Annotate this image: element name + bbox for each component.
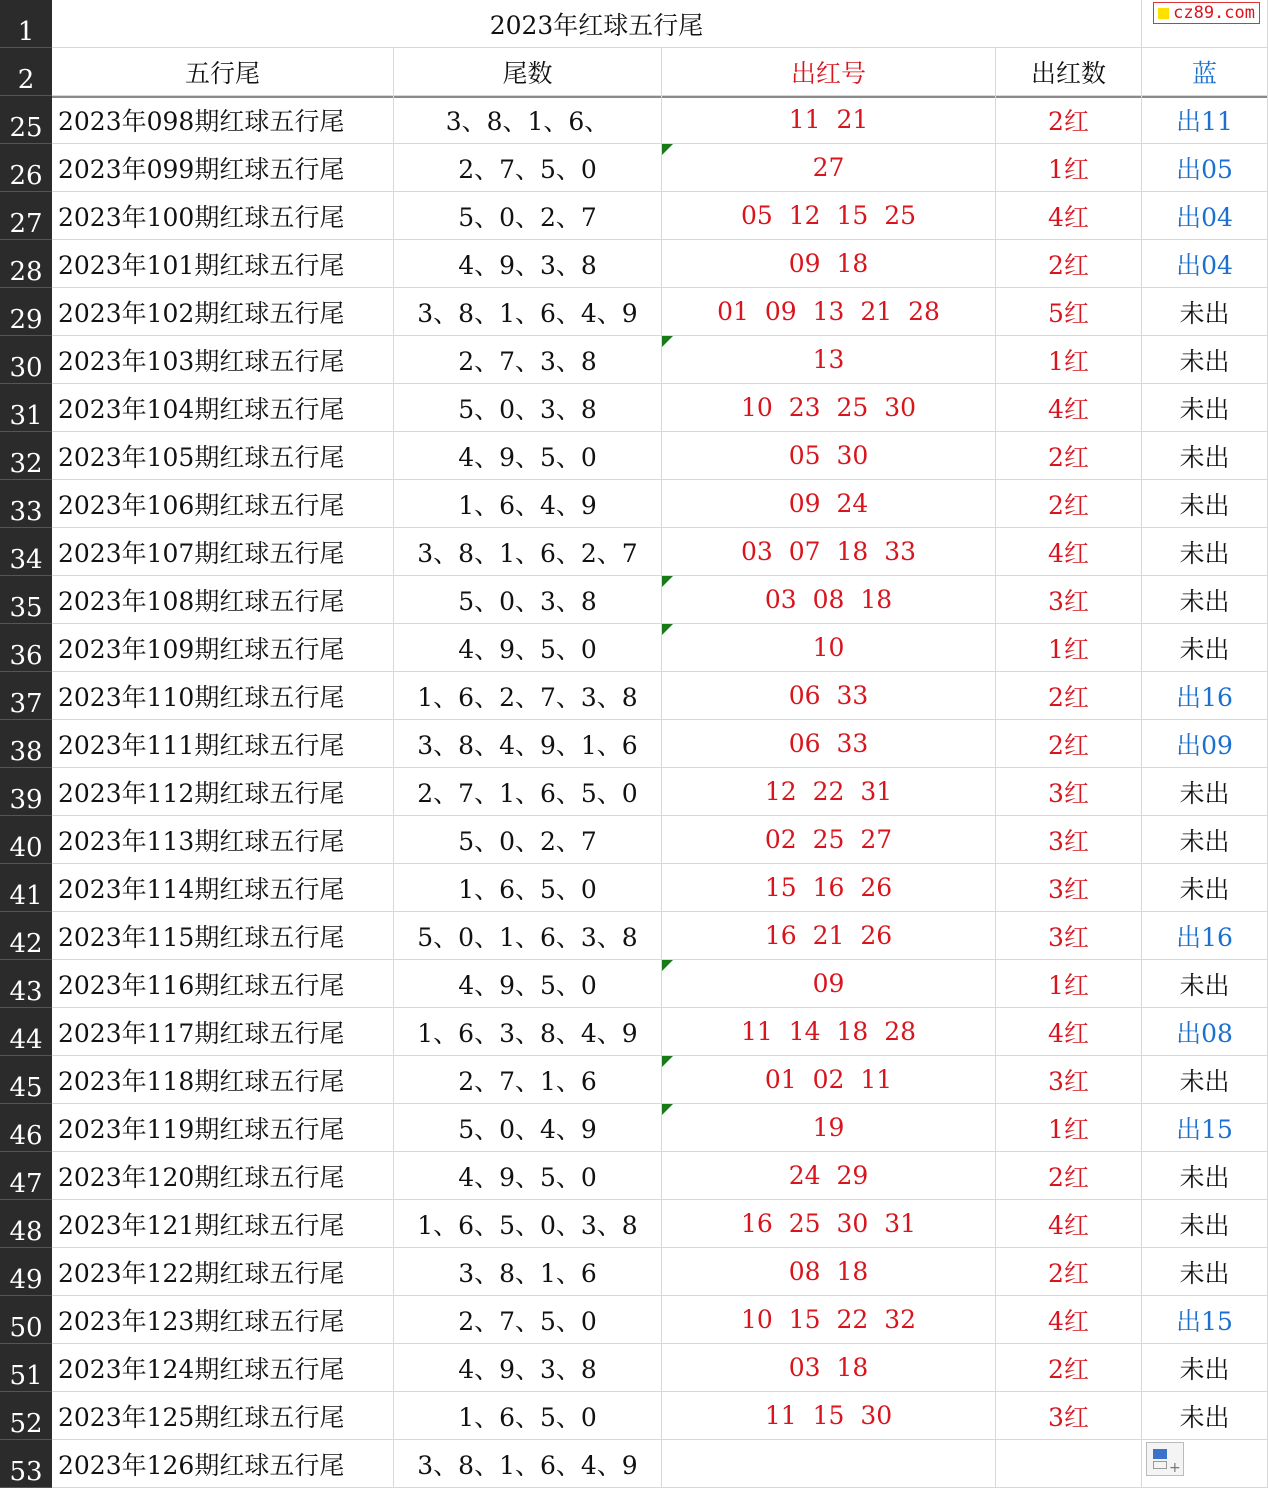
- blue-result-cell[interactable]: 未出: [1142, 336, 1268, 384]
- period-name-cell[interactable]: 2023年098期红球五行尾: [52, 96, 394, 144]
- red-numbers-text: 06 33: [788, 729, 869, 758]
- tail-digits-cell[interactable]: 4、9、5、0: [394, 432, 662, 480]
- row-header[interactable]: 52: [0, 1392, 52, 1440]
- row-header[interactable]: 35: [0, 576, 52, 624]
- table-row: [0, 288, 1268, 336]
- period-name-cell[interactable]: 2023年115期红球五行尾: [52, 912, 394, 960]
- period-name-cell[interactable]: 2023年114期红球五行尾: [52, 864, 394, 912]
- red-count-cell[interactable]: 3红: [996, 816, 1142, 864]
- header-blue[interactable]: 蓝: [1142, 48, 1268, 96]
- row-header[interactable]: 51: [0, 1344, 52, 1392]
- red-numbers-text: 09 24: [788, 489, 869, 518]
- red-numbers-cell[interactable]: [662, 1104, 996, 1152]
- table-row: [0, 1248, 1268, 1296]
- red-count-cell[interactable]: 4红: [996, 1008, 1142, 1056]
- red-count-cell[interactable]: 4红: [996, 192, 1142, 240]
- row-header[interactable]: 33: [0, 480, 52, 528]
- period-name-cell[interactable]: 2023年102期红球五行尾: [52, 288, 394, 336]
- period-name-cell[interactable]: 2023年106期红球五行尾: [52, 480, 394, 528]
- blue-result-cell[interactable]: 出09: [1142, 720, 1268, 768]
- row-header[interactable]: 50: [0, 1296, 52, 1344]
- table-row: [0, 1392, 1268, 1440]
- period-name-cell[interactable]: 2023年099期红球五行尾: [52, 144, 394, 192]
- red-numbers-cell[interactable]: [662, 528, 996, 576]
- period-name-cell[interactable]: 2023年125期红球五行尾: [52, 1392, 394, 1440]
- row-header[interactable]: 26: [0, 144, 52, 192]
- watermark: [1153, 2, 1260, 24]
- row-header[interactable]: 39: [0, 768, 52, 816]
- red-numbers-text: 01 09 13 21 28: [717, 297, 940, 326]
- red-numbers-text: 19: [812, 1113, 845, 1142]
- tail-digits-cell[interactable]: 2、7、3、8: [394, 336, 662, 384]
- table-row: [0, 1344, 1268, 1392]
- blue-result-cell[interactable]: 未出: [1142, 1248, 1268, 1296]
- tail-digits-cell[interactable]: 1、6、2、7、3、8: [394, 672, 662, 720]
- blue-result-cell[interactable]: 未出: [1142, 528, 1268, 576]
- red-count-cell[interactable]: 2红: [996, 480, 1142, 528]
- red-count-cell[interactable]: 1红: [996, 624, 1142, 672]
- period-name-cell[interactable]: 2023年101期红球五行尾: [52, 240, 394, 288]
- blue-result-cell[interactable]: 未出: [1142, 816, 1268, 864]
- row-header[interactable]: 47: [0, 1152, 52, 1200]
- period-name-cell[interactable]: 2023年112期红球五行尾: [52, 768, 394, 816]
- row-header[interactable]: 34: [0, 528, 52, 576]
- header-red-numbers[interactable]: 出红号: [662, 48, 996, 96]
- blue-result-cell[interactable]: 未出: [1142, 1392, 1268, 1440]
- red-numbers-text: 05 12 15 25: [740, 201, 917, 230]
- red-numbers-text: 11 21: [788, 105, 869, 134]
- table-row: [0, 432, 1268, 480]
- table-row: [0, 240, 1268, 288]
- red-count-cell[interactable]: 2红: [996, 1152, 1142, 1200]
- red-numbers-text: 11 15 30: [764, 1401, 893, 1430]
- red-numbers-cell[interactable]: [662, 336, 996, 384]
- comment-flag-icon: [662, 1056, 673, 1067]
- table-row: [0, 912, 1268, 960]
- tail-digits-cell[interactable]: 5、0、4、9: [394, 1104, 662, 1152]
- table-row: [0, 1200, 1268, 1248]
- red-count-cell[interactable]: 3红: [996, 1392, 1142, 1440]
- red-numbers-text: 08 18: [788, 1257, 869, 1286]
- tail-digits-cell[interactable]: 1、6、5、0: [394, 864, 662, 912]
- table-row: [0, 1152, 1268, 1200]
- table-row: [0, 960, 1268, 1008]
- period-name-cell[interactable]: 2023年116期红球五行尾: [52, 960, 394, 1008]
- tail-digits-cell[interactable]: 3、8、1、6、4、9: [394, 1440, 662, 1488]
- table-row: [0, 768, 1268, 816]
- tail-digits-cell[interactable]: 2、7、1、6、5、0: [394, 768, 662, 816]
- period-name-cell[interactable]: 2023年119期红球五行尾: [52, 1104, 394, 1152]
- tail-digits-cell[interactable]: 1、6、5、0、3、8: [394, 1200, 662, 1248]
- row-header[interactable]: 29: [0, 288, 52, 336]
- column-header-row: [0, 48, 1268, 98]
- blue-result-cell[interactable]: 未出: [1142, 1056, 1268, 1104]
- red-count-cell[interactable]: 1红: [996, 1104, 1142, 1152]
- row-header[interactable]: 40: [0, 816, 52, 864]
- row-header[interactable]: 46: [0, 1104, 52, 1152]
- period-name-cell[interactable]: 2023年104期红球五行尾: [52, 384, 394, 432]
- red-numbers-cell[interactable]: [662, 1008, 996, 1056]
- red-numbers-cell[interactable]: [662, 1392, 996, 1440]
- red-numbers-text: 15 16 26: [764, 873, 893, 902]
- red-numbers-cell[interactable]: [662, 816, 996, 864]
- red-numbers-cell[interactable]: [662, 1344, 996, 1392]
- watermark-logo-icon: [1158, 8, 1169, 19]
- row-header[interactable]: 53: [0, 1440, 52, 1488]
- red-numbers-text: 11 14 18 28: [740, 1017, 917, 1046]
- tail-digits-cell[interactable]: 3、8、1、6、4、9: [394, 288, 662, 336]
- red-count-cell[interactable]: [996, 1440, 1142, 1488]
- tail-digits-cell[interactable]: 5、0、3、8: [394, 576, 662, 624]
- tail-digits-cell[interactable]: 1、6、3、8、4、9: [394, 1008, 662, 1056]
- blue-result-cell[interactable]: 出08: [1142, 1008, 1268, 1056]
- red-numbers-cell[interactable]: [662, 768, 996, 816]
- watermark-text: cz89.com: [1173, 3, 1255, 23]
- period-name-cell[interactable]: 2023年103期红球五行尾: [52, 336, 394, 384]
- comment-flag-icon: [662, 960, 673, 971]
- period-name-cell[interactable]: 2023年122期红球五行尾: [52, 1248, 394, 1296]
- row-header[interactable]: 37: [0, 672, 52, 720]
- period-name-cell[interactable]: 2023年110期红球五行尾: [52, 672, 394, 720]
- blue-result-cell[interactable]: 出05: [1142, 144, 1268, 192]
- red-numbers-cell[interactable]: [662, 1248, 996, 1296]
- table-row: [0, 624, 1268, 672]
- row-header[interactable]: 38: [0, 720, 52, 768]
- red-count-cell[interactable]: 2红: [996, 240, 1142, 288]
- period-name-cell[interactable]: 2023年111期红球五行尾: [52, 720, 394, 768]
- table-row: [0, 1008, 1268, 1056]
- red-numbers-cell[interactable]: [662, 1152, 996, 1200]
- row-header[interactable]: 28: [0, 240, 52, 288]
- period-name-cell[interactable]: 2023年124期红球五行尾: [52, 1344, 394, 1392]
- table-row: [0, 192, 1268, 240]
- blue-result-cell[interactable]: 出15: [1142, 1104, 1268, 1152]
- tail-digits-cell[interactable]: 2、7、5、0: [394, 144, 662, 192]
- row-header[interactable]: 27: [0, 192, 52, 240]
- red-numbers-cell[interactable]: [662, 432, 996, 480]
- tail-digits-cell[interactable]: 4、9、3、8: [394, 240, 662, 288]
- period-name-cell[interactable]: 2023年117期红球五行尾: [52, 1008, 394, 1056]
- red-numbers-cell[interactable]: [662, 144, 996, 192]
- red-numbers-text: 09 18: [788, 249, 869, 278]
- red-numbers-cell[interactable]: [662, 1440, 996, 1488]
- table-row: [0, 384, 1268, 432]
- period-name-cell[interactable]: 2023年105期红球五行尾: [52, 432, 394, 480]
- tail-digits-cell[interactable]: 2、7、5、0: [394, 1296, 662, 1344]
- tail-digits-cell[interactable]: 1、6、4、9: [394, 480, 662, 528]
- red-numbers-cell[interactable]: [662, 1200, 996, 1248]
- red-numbers-cell[interactable]: [662, 288, 996, 336]
- table-row: [0, 1104, 1268, 1152]
- red-count-cell[interactable]: 1红: [996, 960, 1142, 1008]
- header-red-count[interactable]: 出红数: [996, 48, 1142, 96]
- table-row: [0, 144, 1268, 192]
- blue-result-cell[interactable]: 未出: [1142, 768, 1268, 816]
- red-numbers-text: 16 25 30 31: [740, 1209, 917, 1238]
- red-count-cell[interactable]: 1红: [996, 144, 1142, 192]
- tail-digits-cell[interactable]: 5、0、1、6、3、8: [394, 912, 662, 960]
- red-count-cell[interactable]: 2红: [996, 672, 1142, 720]
- red-count-cell[interactable]: 5红: [996, 288, 1142, 336]
- red-count-cell[interactable]: 1红: [996, 336, 1142, 384]
- table-row: [0, 576, 1268, 624]
- period-name-cell[interactable]: 2023年126期红球五行尾: [52, 1440, 394, 1488]
- row-header[interactable]: 30: [0, 336, 52, 384]
- red-numbers-cell[interactable]: [662, 384, 996, 432]
- red-numbers-cell[interactable]: [662, 1296, 996, 1344]
- red-numbers-text: 09: [812, 969, 845, 998]
- blue-result-cell[interactable]: 出11: [1142, 96, 1268, 144]
- row-header[interactable]: 48: [0, 1200, 52, 1248]
- blue-result-cell[interactable]: 未出: [1142, 1344, 1268, 1392]
- tail-digits-cell[interactable]: 3、8、1、6、2、7: [394, 528, 662, 576]
- blue-result-cell[interactable]: 未出: [1142, 288, 1268, 336]
- row-header[interactable]: 49: [0, 1248, 52, 1296]
- blue-result-cell[interactable]: 未出: [1142, 576, 1268, 624]
- comment-flag-icon: [662, 624, 673, 635]
- red-numbers-cell[interactable]: [662, 672, 996, 720]
- red-count-cell[interactable]: 3红: [996, 576, 1142, 624]
- red-numbers-text: 16 21 26: [764, 921, 893, 950]
- period-name-cell[interactable]: 2023年109期红球五行尾: [52, 624, 394, 672]
- tail-digits-cell[interactable]: 5、0、3、8: [394, 384, 662, 432]
- comment-flag-icon: [662, 576, 673, 587]
- table-row: [0, 720, 1268, 768]
- red-numbers-text: 03 18: [788, 1353, 869, 1382]
- red-numbers-text: 02 25 27: [764, 825, 893, 854]
- period-name-cell[interactable]: 2023年107期红球五行尾: [52, 528, 394, 576]
- red-count-cell[interactable]: 4红: [996, 528, 1142, 576]
- red-count-cell[interactable]: 2红: [996, 96, 1142, 144]
- header-wuxingwei[interactable]: 五行尾: [52, 48, 394, 96]
- red-numbers-cell[interactable]: [662, 96, 996, 144]
- comment-flag-icon: [662, 1104, 673, 1115]
- table-row: [0, 96, 1268, 144]
- red-count-cell[interactable]: 2红: [996, 432, 1142, 480]
- row-header[interactable]: 31: [0, 384, 52, 432]
- row-header[interactable]: 44: [0, 1008, 52, 1056]
- tail-digits-cell[interactable]: 4、9、5、0: [394, 624, 662, 672]
- blue-result-cell[interactable]: 未出: [1142, 384, 1268, 432]
- table-row: [0, 816, 1268, 864]
- blue-result-cell[interactable]: 出15: [1142, 1296, 1268, 1344]
- tail-digits-cell[interactable]: 3、8、4、9、1、6: [394, 720, 662, 768]
- tail-digits-cell[interactable]: 4、9、3、8: [394, 1344, 662, 1392]
- paste-options-icon[interactable]: +: [1146, 1442, 1184, 1476]
- row-header[interactable]: 2: [0, 48, 52, 96]
- red-numbers-cell[interactable]: [662, 192, 996, 240]
- blue-result-cell[interactable]: 未出: [1142, 960, 1268, 1008]
- table-row: [0, 528, 1268, 576]
- red-numbers-text: 03 07 18 33: [740, 537, 917, 566]
- row-header[interactable]: 32: [0, 432, 52, 480]
- red-count-cell[interactable]: 3红: [996, 768, 1142, 816]
- tail-digits-cell[interactable]: 3、8、1、6: [394, 1248, 662, 1296]
- tail-digits-cell[interactable]: 5、0、2、7: [394, 192, 662, 240]
- red-count-cell[interactable]: 4红: [996, 1200, 1142, 1248]
- table-row: [0, 672, 1268, 720]
- period-name-cell[interactable]: 2023年108期红球五行尾: [52, 576, 394, 624]
- period-name-cell[interactable]: 2023年113期红球五行尾: [52, 816, 394, 864]
- tail-digits-cell[interactable]: 4、9、5、0: [394, 1152, 662, 1200]
- red-count-cell[interactable]: 3红: [996, 1056, 1142, 1104]
- row-header[interactable]: 45: [0, 1056, 52, 1104]
- red-numbers-text: 03 08 18: [764, 585, 893, 614]
- red-numbers-text: 24 29: [788, 1161, 869, 1190]
- period-name-cell[interactable]: 2023年123期红球五行尾: [52, 1296, 394, 1344]
- row-header[interactable]: 43: [0, 960, 52, 1008]
- red-numbers-text: 12 22 31: [764, 777, 893, 806]
- red-count-cell[interactable]: 3红: [996, 864, 1142, 912]
- blue-result-cell[interactable]: 出16: [1142, 672, 1268, 720]
- row-header[interactable]: 41: [0, 864, 52, 912]
- red-numbers-text: 10 23 25 30: [740, 393, 917, 422]
- row-header[interactable]: 36: [0, 624, 52, 672]
- red-count-cell[interactable]: 4红: [996, 384, 1142, 432]
- period-name-cell[interactable]: 2023年118期红球五行尾: [52, 1056, 394, 1104]
- row-header[interactable]: 25: [0, 96, 52, 144]
- sheet-title[interactable]: 2023年红球五行尾: [52, 0, 1142, 48]
- blue-result-cell[interactable]: 未出: [1142, 1200, 1268, 1248]
- tail-digits-cell[interactable]: 3、8、1、6、: [394, 96, 662, 144]
- red-count-cell[interactable]: 2红: [996, 1248, 1142, 1296]
- red-count-cell[interactable]: 2红: [996, 1344, 1142, 1392]
- period-name-cell[interactable]: 2023年120期红球五行尾: [52, 1152, 394, 1200]
- red-count-cell[interactable]: 2红: [996, 720, 1142, 768]
- red-numbers-cell[interactable]: [662, 480, 996, 528]
- tail-digits-cell[interactable]: 4、9、5、0: [394, 960, 662, 1008]
- blue-result-cell[interactable]: 出04: [1142, 240, 1268, 288]
- blue-result-cell[interactable]: 未出: [1142, 624, 1268, 672]
- red-numbers-cell[interactable]: [662, 720, 996, 768]
- red-numbers-cell[interactable]: [662, 576, 996, 624]
- red-count-cell[interactable]: 4红: [996, 1296, 1142, 1344]
- red-numbers-cell[interactable]: [662, 1056, 996, 1104]
- title-row: [0, 0, 1268, 48]
- header-weishu[interactable]: 尾数: [394, 48, 662, 96]
- red-numbers-text: 10: [812, 633, 845, 662]
- period-name-cell[interactable]: 2023年100期红球五行尾: [52, 192, 394, 240]
- comment-flag-icon: [662, 144, 673, 155]
- blue-result-cell[interactable]: 出04: [1142, 192, 1268, 240]
- comment-flag-icon: [662, 336, 673, 347]
- table-row: [0, 1296, 1268, 1344]
- tail-digits-cell[interactable]: 5、0、2、7: [394, 816, 662, 864]
- red-numbers-cell[interactable]: [662, 624, 996, 672]
- row-header[interactable]: 1: [0, 0, 52, 48]
- blue-result-cell[interactable]: 未出: [1142, 864, 1268, 912]
- red-count-cell[interactable]: 3红: [996, 912, 1142, 960]
- red-numbers-text: 13: [812, 345, 845, 374]
- red-numbers-text: 06 33: [788, 681, 869, 710]
- tail-digits-cell[interactable]: 2、7、1、6: [394, 1056, 662, 1104]
- blue-result-cell[interactable]: 出16: [1142, 912, 1268, 960]
- period-name-cell[interactable]: 2023年121期红球五行尾: [52, 1200, 394, 1248]
- red-numbers-cell[interactable]: [662, 960, 996, 1008]
- red-numbers-cell[interactable]: [662, 912, 996, 960]
- table-row: [0, 1056, 1268, 1104]
- red-numbers-text: 05 30: [788, 441, 869, 470]
- tail-digits-cell[interactable]: 1、6、5、0: [394, 1392, 662, 1440]
- red-numbers-cell[interactable]: [662, 240, 996, 288]
- blue-result-cell[interactable]: 未出: [1142, 1152, 1268, 1200]
- red-numbers-cell[interactable]: [662, 864, 996, 912]
- red-numbers-text: 10 15 22 32: [740, 1305, 917, 1334]
- table-row: [0, 864, 1268, 912]
- table-row: [0, 1440, 1268, 1488]
- blue-result-cell[interactable]: 未出: [1142, 480, 1268, 528]
- blue-result-cell[interactable]: 未出: [1142, 432, 1268, 480]
- red-numbers-text: 01 02 11: [764, 1065, 893, 1094]
- red-numbers-text: 27: [812, 153, 845, 182]
- table-row: [0, 336, 1268, 384]
- row-header[interactable]: 42: [0, 912, 52, 960]
- table-row: [0, 480, 1268, 528]
